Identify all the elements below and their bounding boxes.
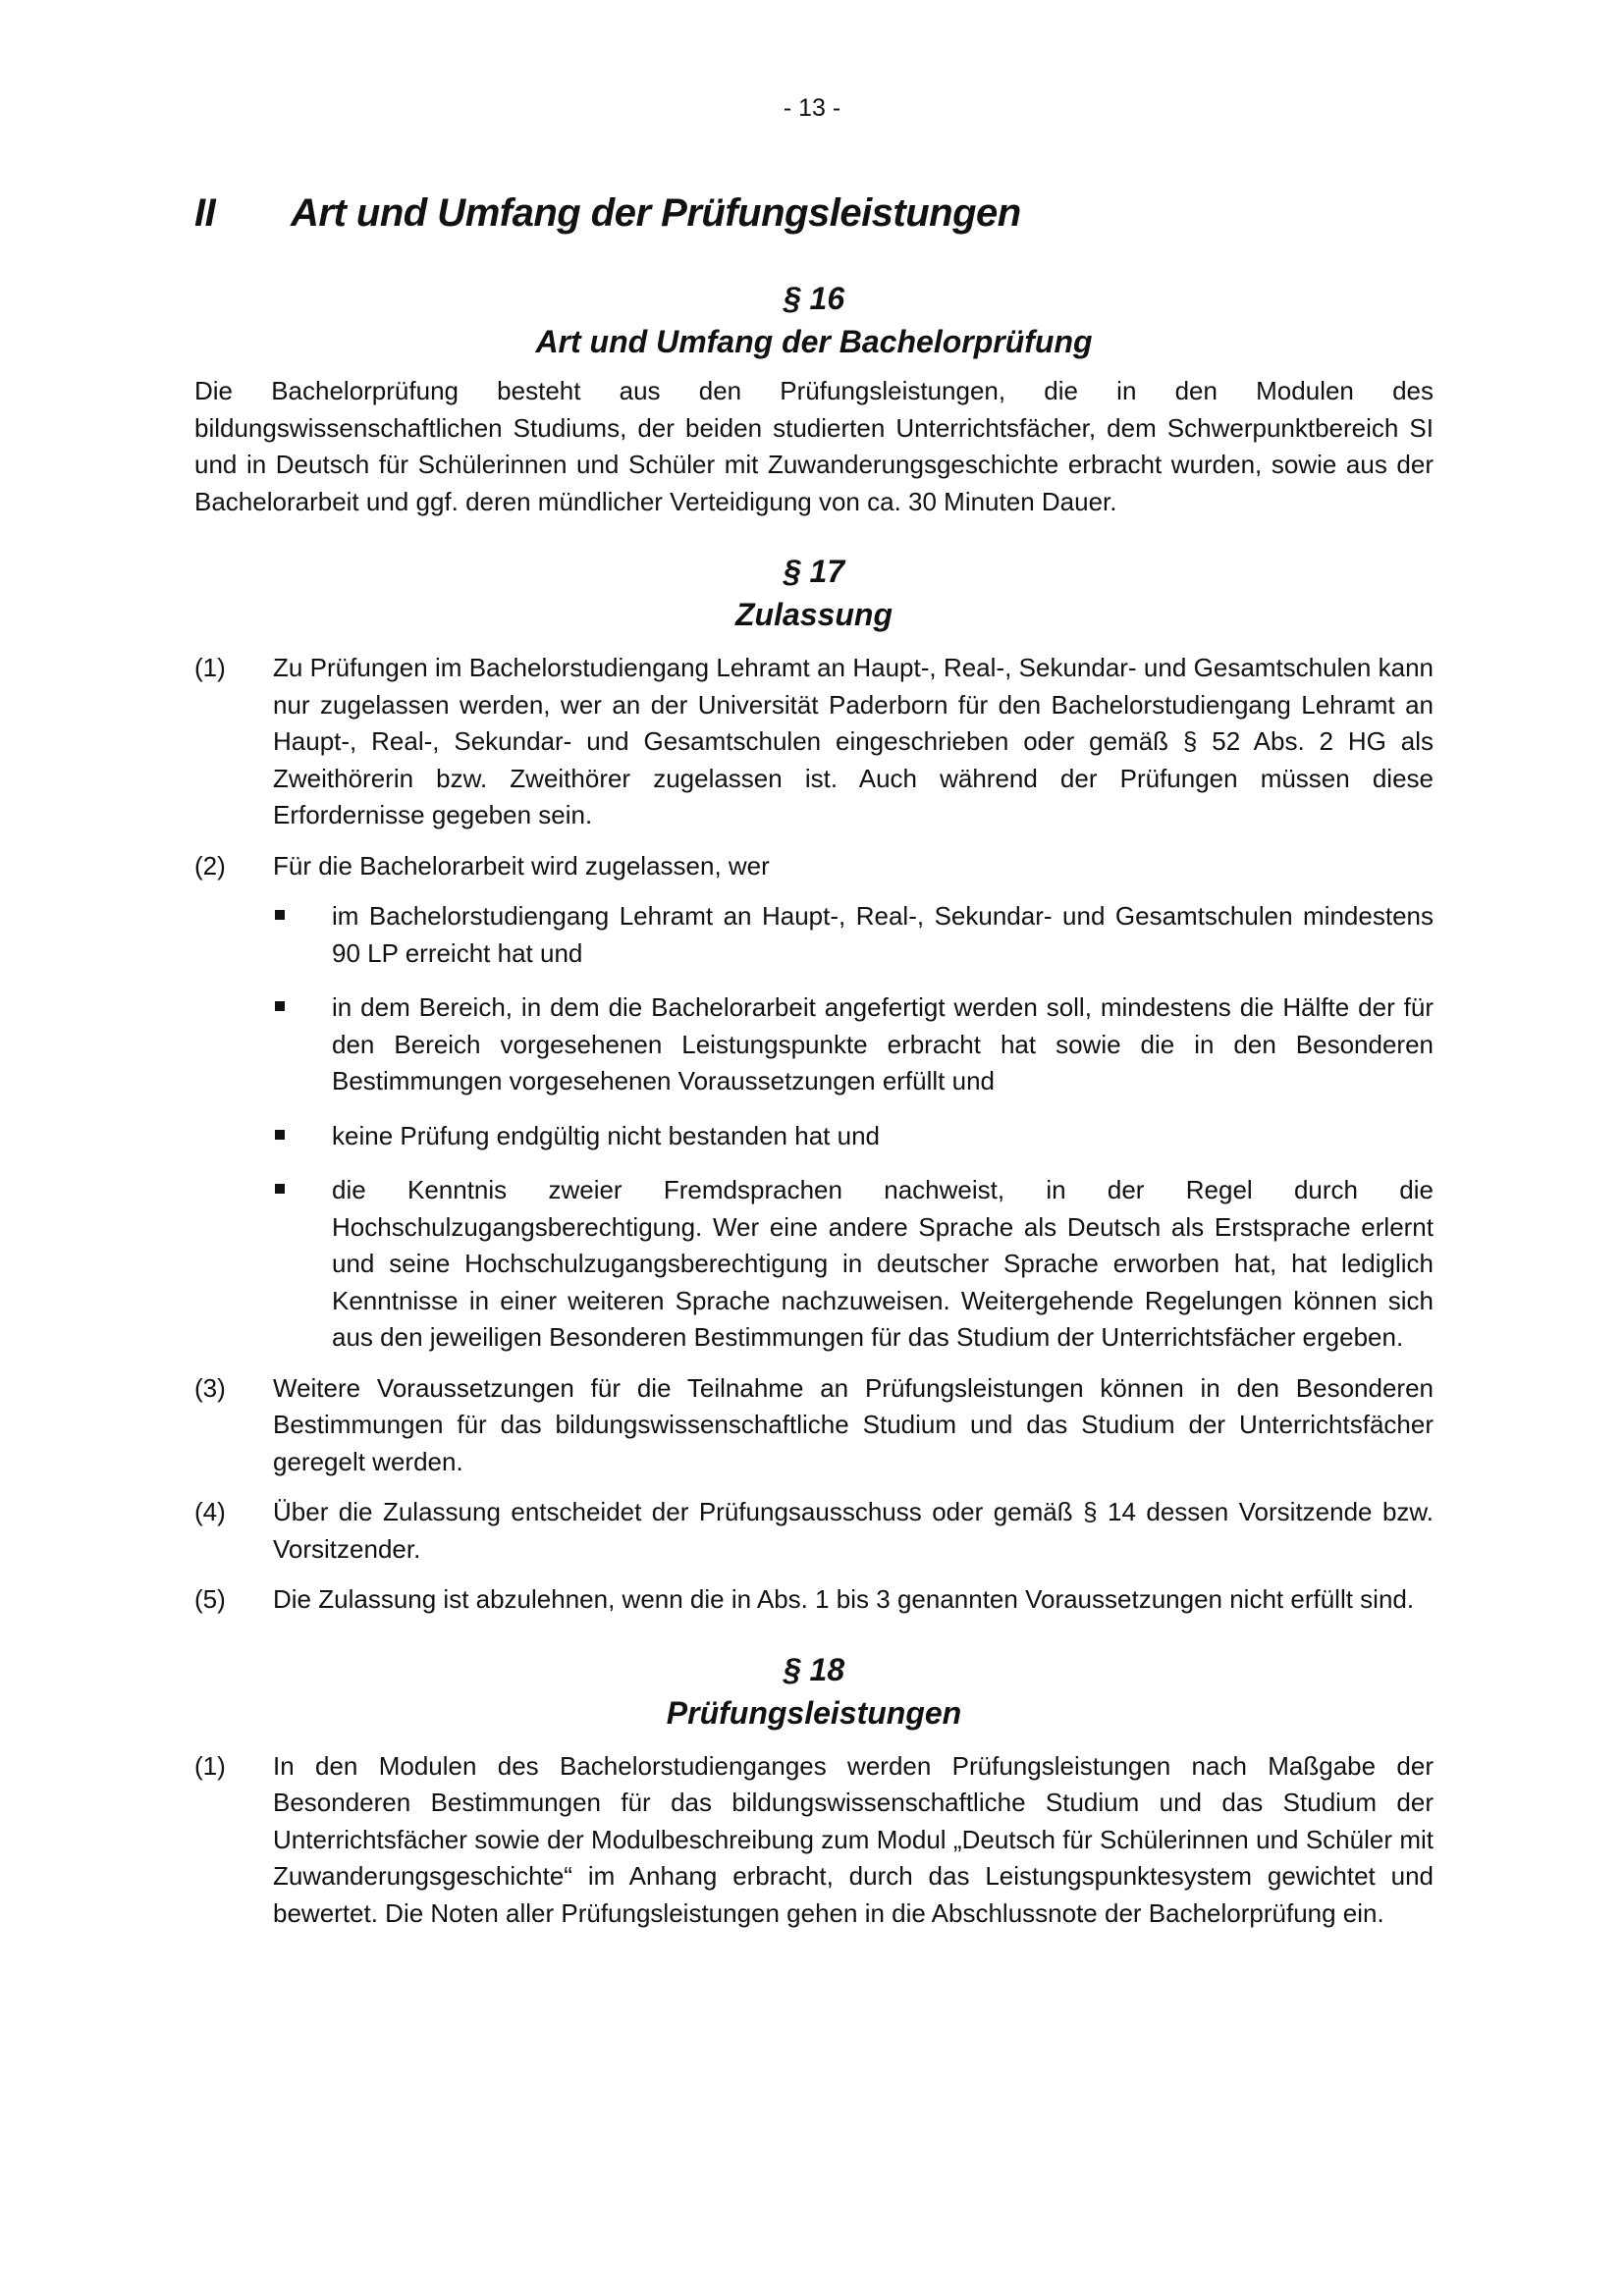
- list-item: [273, 1118, 1434, 1155]
- paragraph-text: Die Zulassung ist abzulehnen, wenn die in Abs. 1 bis 3 genannten Voraussetzungen nicht erfüllt sind.: [273, 1584, 1415, 1614]
- section-intro-text: Die Bachelorprüfung besteht aus den Prüfungsleistungen, die in den Modulen des bildungswissenschaftlichen Studiums, der beiden studierten Unterrichtsfächer, dem Schwerpunktbereich SI und in Deutsch für Schülerinnen und Schüler mit Zuwanderungsgeschichte erbracht wurden, sowie aus der Bachelorarbeit und ggf. deren mündlicher Verteidigung von ca. 30 Minuten Dauer.: [194, 376, 1434, 516]
- square-bullet-icon: [275, 1001, 285, 1011]
- bullet-list: [273, 898, 1434, 1357]
- paragraph-number: (4): [194, 1497, 226, 1526]
- paragraph: [194, 1581, 1434, 1619]
- square-bullet-icon: [275, 910, 285, 920]
- chapter-number: II: [194, 191, 216, 235]
- paragraph-number: (1): [194, 1750, 226, 1781]
- section-symbol: § 16: [783, 281, 845, 316]
- section-17: [194, 550, 1434, 1619]
- list-item: [273, 898, 1434, 972]
- square-bullet-icon: [275, 1130, 285, 1140]
- paragraph-number: (1): [194, 653, 226, 682]
- paragraph: [194, 1748, 1434, 1933]
- paragraph-text: Zu Prüfungen im Bachelorstudiengang Lehramt an Haupt-, Real-, Sekundar- und Gesamtschulen kann nur zugelassen werden, wer an der Universität Paderborn für den Bachelorstudiengang Lehramt an Haupt-, Real-, Sekundar- und Gesamtschulen eingeschrieben oder gemäß § 52 Abs. 2 HG als Zweithörerin bzw. Zweithörer zugelassen ist. Auch während der Prüfungen müssen diese Erfordernisse gegeben sein.: [273, 653, 1434, 829]
- paragraph-number: (2): [194, 850, 226, 881]
- document-body: [194, 277, 1434, 1932]
- paragraph-text: Für die Bachelorarbeit wird zugelassen, wer: [273, 850, 770, 881]
- section-title: Zulassung: [734, 597, 893, 632]
- paragraph: [194, 650, 1434, 834]
- list-item: [273, 989, 1434, 1100]
- paragraph-number: (5): [194, 1584, 226, 1614]
- paragraph-text: Über die Zulassung entscheidet der Prüfungsausschuss oder gemäß § 14 dessen Vorsitzende bzw. Vorsitzender.: [273, 1497, 1434, 1564]
- section-symbol: § 17: [783, 554, 845, 589]
- list-item-text: keine Prüfung endgültig nicht bestanden hat und: [332, 1120, 880, 1150]
- chapter-heading: [194, 191, 1021, 236]
- list-item: [273, 1172, 1434, 1357]
- section-symbol: § 18: [783, 1651, 845, 1687]
- list-item-text: im Bachelorstudiengang Lehramt an Haupt-, Real-, Sekundar- und Gesamtschulen mindestens 90 LP erreicht hat und: [332, 901, 1434, 968]
- paragraph-number: (3): [194, 1372, 226, 1403]
- section-16: [194, 277, 1434, 520]
- section-title: Art und Umfang der Bachelorprüfung: [535, 324, 1093, 359]
- square-bullet-icon: [275, 1184, 285, 1194]
- chapter-title: Art und Umfang der Prüfungsleistungen: [291, 191, 1021, 235]
- paragraph: [194, 848, 1434, 1357]
- list-item-text: in dem Bereich, in dem die Bachelorarbeit angefertigt werden soll, mindestens die Hälfte der für den Bereich vorgesehenen Leistungspunkte erbracht hat sowie die in den Besonderen Bestimmungen vorgesehenen Voraussetzungen erfüllt und: [332, 992, 1434, 1095]
- paragraph: [194, 1494, 1434, 1568]
- paragraph-text: In den Modulen des Bachelorstudienganges werden Prüfungsleistungen nach Maßgabe der Besonderen Bestimmungen für das bildungswissenschaftliche Studium und das Studium der Unterrichtsfächer sowie der Modulbeschreibung zum Modul „Deutsch für Schülerinnen und Schüler mit Zuwanderungsgeschichte“ im Anhang erbracht, durch das Leistungspunktesystem gewichtet und bewertet. Die Noten aller Prüfungsleistungen gehen in die Abschlussnote der Bachelorprüfung ein.: [273, 1750, 1434, 1928]
- page-number: - 13 -: [783, 94, 841, 122]
- section-title: Prüfungsleistungen: [666, 1694, 962, 1731]
- paragraph-text: Weitere Voraussetzungen für die Teilnahme an Prüfungsleistungen können in den Besonderen Bestimmungen für das bildungswissenschaftliche Studium und das Studium der Unterrichtsfächer geregelt werden.: [273, 1372, 1434, 1476]
- list-item-text: die Kenntnis zweier Fremdsprachen nachweist, in der Regel durch die Hochschulzugangsberechtigung. Wer eine andere Sprache als Deutsch als Erstsprache erlernt und seine Hochschulzugangsberechtigung in deutscher Sprache erworben hat, hat lediglich Kenntnisse in einer weiteren Sprache nachzuweisen. Weitergehende Regelungen können sich aus den jeweiligen Besonderen Bestimmungen für das Studium der Unterrichtsfächer ergeben.: [332, 1175, 1434, 1352]
- paragraph: [194, 1370, 1434, 1481]
- section-18: [194, 1648, 1434, 1933]
